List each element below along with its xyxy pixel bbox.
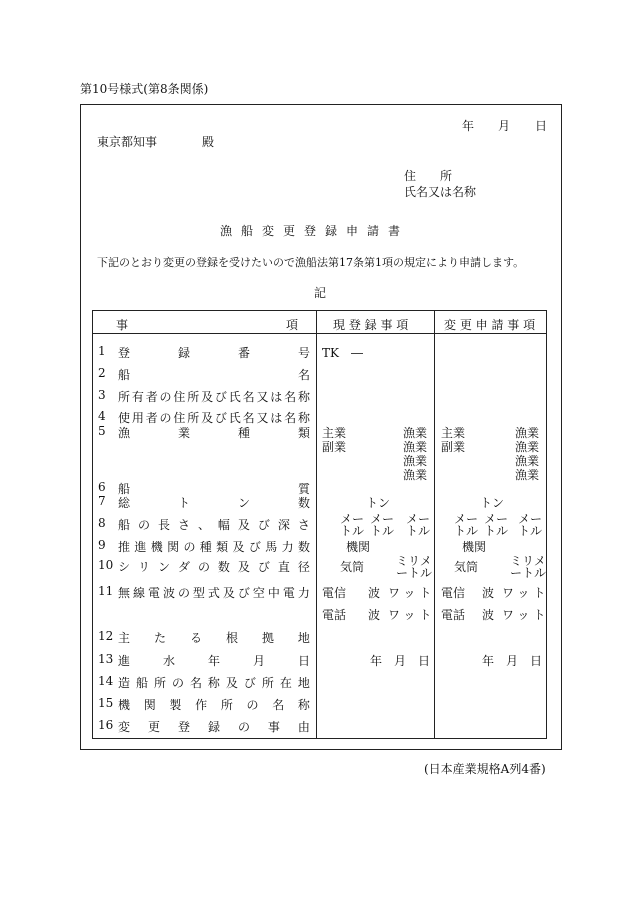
- fishery: 漁業: [403, 454, 428, 468]
- meter-unit: トル: [518, 524, 543, 538]
- meter-unit: トル: [340, 524, 365, 538]
- row-label: 船 名: [118, 368, 310, 382]
- row-label: 漁 業 種 類: [118, 426, 310, 440]
- row-label: 無 線 電 波 の 型 式 及 び 空 中 電 力: [118, 586, 310, 600]
- row-label: 変 更 登 録 の 事 由: [118, 720, 310, 734]
- meter-unit: メー: [518, 512, 543, 526]
- launch-day: 日: [418, 654, 431, 668]
- row-label: 総 ト ン 数: [118, 496, 310, 510]
- header-item: 事: [116, 318, 129, 332]
- sub-business: 副業: [322, 440, 347, 454]
- header-change: 変 更 申 請 事 項: [444, 318, 536, 332]
- wave-label: 波: [368, 608, 381, 622]
- launch-month: 月: [394, 654, 407, 668]
- meter-unit: メー: [454, 512, 479, 526]
- fishery: 漁業: [515, 426, 540, 440]
- cylinder-label: 気筒: [340, 560, 365, 574]
- cylinder-label: 気筒: [454, 560, 479, 574]
- table-divider: [316, 310, 317, 739]
- row-number: 6: [98, 480, 106, 494]
- row-number: 4: [98, 409, 106, 423]
- meter-unit: トル: [370, 524, 395, 538]
- meter-unit: メー: [340, 512, 365, 526]
- wave-label: 波: [482, 608, 495, 622]
- launch-month: 月: [506, 654, 519, 668]
- paper-size-note: (日本産業規格A列4番): [424, 762, 546, 776]
- applicant-name-label: 氏名又は名称: [404, 185, 477, 199]
- watt-unit: ワット: [388, 586, 436, 600]
- launch-year: 年: [370, 654, 383, 668]
- row-number: 7: [98, 494, 106, 508]
- row-number: 12: [98, 629, 114, 643]
- row-number: 15: [98, 696, 114, 710]
- table-divider: [434, 310, 435, 739]
- ton-unit: トン: [480, 496, 505, 510]
- millimeter-unit: ミリメ: [396, 554, 432, 568]
- watt-unit: ワット: [502, 586, 550, 600]
- launch-day: 日: [530, 654, 543, 668]
- fishery: 漁業: [515, 454, 540, 468]
- row-number: 9: [98, 538, 106, 552]
- row-label: 登 録 番 号: [118, 346, 310, 360]
- addressee-name: 東京都知事: [97, 135, 158, 149]
- meter-unit: トル: [484, 524, 509, 538]
- fishery: 漁業: [403, 468, 428, 482]
- sub-business: 副業: [441, 440, 466, 454]
- row-label: 造 船 所 の 名 称 及 び 所 在 地: [118, 676, 310, 690]
- row-number: 1: [98, 344, 106, 358]
- row-number: 14: [98, 674, 114, 688]
- millimeter-unit: ミリメ: [510, 554, 546, 568]
- row-number: 13: [98, 652, 114, 666]
- row-label: 機 関 製 作 所 の 名 称: [118, 698, 310, 712]
- row-number: 8: [98, 516, 106, 530]
- fishery: 漁業: [515, 468, 540, 482]
- millimeter-unit: ートル: [510, 566, 547, 580]
- row-label: 進 水 年 月 日: [118, 654, 310, 668]
- ton-unit: トン: [366, 496, 391, 510]
- main-business: 主業: [441, 426, 466, 440]
- engine-label: 機関: [346, 540, 371, 554]
- telephone-label: 電話: [441, 608, 466, 622]
- fishery: 漁業: [403, 440, 428, 454]
- meter-unit: メー: [370, 512, 395, 526]
- row-number: 2: [98, 366, 106, 380]
- watt-unit: ワット: [502, 608, 550, 622]
- row-number: 11: [98, 584, 114, 598]
- ki-label: 記: [314, 286, 327, 300]
- row-label: 推 進 機 関 の 種 類 及 び 馬 力 数: [118, 540, 310, 554]
- wave-label: 波: [368, 586, 381, 600]
- date-day: 日: [535, 119, 548, 133]
- meter-unit: トル: [454, 524, 479, 538]
- form-number: 第10号様式(第8条関係): [80, 82, 209, 96]
- millimeter-unit: ートル: [396, 566, 433, 580]
- address-label: 住 所: [404, 169, 453, 183]
- row-label: 船 の 長 さ 、 幅 及 び 深 さ: [118, 518, 310, 532]
- row-label: シ リ ン ダ の 数 及 び 直 径: [118, 560, 310, 574]
- meter-unit: メー: [406, 512, 431, 526]
- row-number: 5: [98, 424, 106, 438]
- main-business: 主業: [322, 426, 347, 440]
- wave-label: 波: [482, 586, 495, 600]
- statement: 下記のとおり変更の登録を受けたいので漁船法第17条第1項の規定により申請します。: [97, 256, 525, 269]
- meter-unit: トル: [406, 524, 431, 538]
- telegraph-label: 電信: [441, 586, 466, 600]
- row-label: 所 有 者 の 住 所 及 び 氏 名 又 は 名 称: [118, 390, 310, 404]
- table-header-rule: [92, 333, 547, 334]
- date-year: 年: [462, 119, 475, 133]
- fishery: 漁業: [515, 440, 540, 454]
- telegraph-label: 電信: [322, 586, 347, 600]
- fishery: 漁業: [403, 426, 428, 440]
- header-item-2: 項: [286, 318, 299, 332]
- date-month: 月: [498, 119, 511, 133]
- row-label: 船 質: [118, 482, 310, 496]
- row-number: 3: [98, 388, 106, 402]
- row-label: 使 用 者 の 住 所 及 び 氏 名 又 は 名 称: [118, 411, 310, 425]
- header-current: 現 登 録 事 項: [333, 318, 409, 332]
- row-number: 10: [98, 558, 114, 572]
- meter-unit: メー: [484, 512, 509, 526]
- telephone-label: 電話: [322, 608, 347, 622]
- launch-year: 年: [482, 654, 495, 668]
- row-number: 16: [98, 718, 114, 732]
- form-title: 漁船変更登録申請書: [220, 224, 410, 238]
- registration-prefix: TK ―: [322, 346, 363, 360]
- row-label: 主 た る 根 拠 地: [118, 631, 310, 645]
- addressee-honorific: 殿: [202, 135, 215, 149]
- watt-unit: ワット: [388, 608, 436, 622]
- engine-label: 機関: [462, 540, 487, 554]
